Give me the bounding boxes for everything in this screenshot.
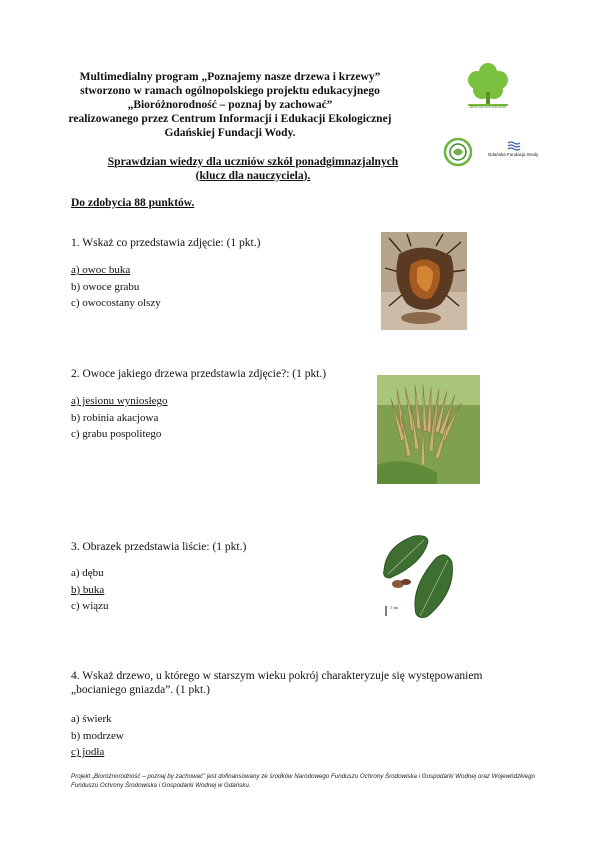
question-text: 2. Owoce jakiego drzewa przedstawia zdjęcie?: (1 pkt.) (71, 368, 327, 380)
answer-options (71, 393, 168, 443)
question-text: 3. Obrazek przedstawia liście: (1 pkt.) (71, 541, 247, 553)
points-total: Do zdobycia 88 punktów. (71, 197, 195, 209)
ash-samaras-photo (377, 375, 480, 484)
answer-option: a) świerk (71, 713, 112, 725)
header-line: realizowanego przez Centrum Informacji i Edukacji Ekologicznej (68, 113, 392, 125)
scale-label: 1 cm (390, 605, 398, 610)
answer-option: a) jesionu wyniosłego (71, 395, 168, 407)
water-logo-caption: Gdańska Fundacja Wody (487, 152, 539, 157)
answer-option: c) owocostany olszy (71, 297, 161, 309)
answer-option: b) modrzew (71, 729, 124, 742)
header-line: „Bioróżnorodność – poznaj by zachować” (127, 99, 333, 111)
circle-logo-icon (443, 137, 473, 167)
answer-option: c) jodła (71, 746, 105, 758)
answer-options (71, 565, 109, 615)
answer-option: c) wiązu (71, 600, 109, 612)
test-title (88, 156, 418, 183)
answer-option: b) buka (71, 583, 105, 596)
header-line: stworzono w ramach ogólnopolskiego projektu edukacyjnego (80, 85, 380, 97)
tree-logo-caption: bioróżnorodność (469, 104, 507, 110)
footer-note: Projekt „Bioróżnorodność – poznaj by zachować” jest dofinansowany ze środków Narodowego Funduszu Ochrony Środowiska i Gospodarki Wodnej oraz Wojewódzkiego Funduszu Ochrony Środowiska i Gospodarki Wodnej w Gdańsku. (71, 773, 535, 789)
answer-option: b) robinia akacjowa (71, 411, 159, 424)
test-title-line: Sprawdzian wiedzy dla uczniów szkół ponadgimnazjalnych (107, 156, 399, 168)
answer-options (71, 711, 124, 761)
header-line: Gdańskiej Fundacji Wody. (164, 127, 296, 139)
test-title-line: (klucz dla nauczyciela). (195, 169, 311, 182)
answer-option: c) grabu pospolitego (71, 428, 162, 440)
answer-option: a) dębu (71, 567, 104, 579)
header-block (60, 70, 400, 140)
answer-option: b) owoce grabu (71, 280, 140, 293)
water-logo-icon (482, 140, 544, 162)
question-text: 1. Wskaż co przedstawia zdjęcie: (1 pkt.) (71, 237, 261, 249)
answer-option: a) owoc buka (71, 264, 131, 276)
beech-nut-photo (381, 232, 467, 330)
header-line: Multimedialny program „Poznajemy nasze drzewa i krzewy” (79, 71, 381, 83)
question-text: 4. Wskaż drzewo, u którego w starszym wieku pokrój charakteryzuje się występowaniem „bocianiego gniazda”. (1 pkt.) (71, 670, 483, 696)
answer-options (71, 262, 161, 312)
